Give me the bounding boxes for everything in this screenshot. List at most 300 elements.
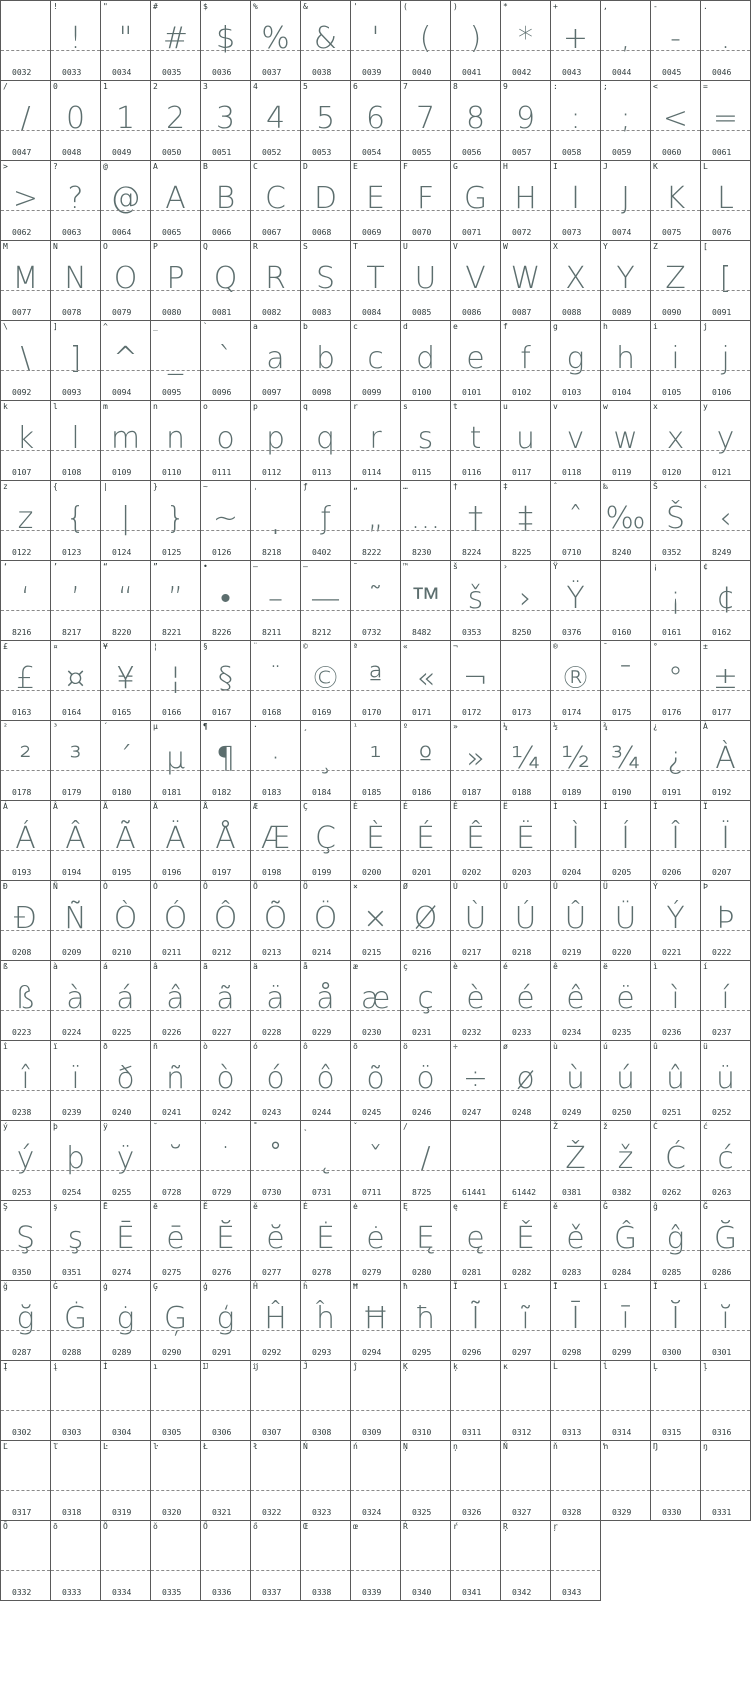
- glyph-cell: [450, 1120, 500, 1200]
- char-code-label: 8226: [212, 628, 232, 637]
- glyph-cell: [400, 880, 450, 960]
- char-code-label: 0089: [612, 308, 632, 317]
- char-code-label: 0081: [212, 308, 232, 317]
- glyph-small-label: L: [703, 162, 708, 171]
- glyph-cell: [0, 800, 50, 880]
- baseline-guide: [51, 610, 100, 611]
- glyph-small-label: õ: [353, 1042, 358, 1051]
- glyph-small-label: ÿ: [103, 1122, 108, 1131]
- glyph-sample: ": [118, 21, 133, 56]
- baseline-guide: [301, 450, 350, 451]
- glyph-small-label: ł: [253, 1442, 258, 1451]
- glyph-row: [0, 80, 751, 160]
- glyph-small-label: @: [103, 162, 108, 171]
- glyph-cell: [450, 1040, 500, 1120]
- baseline-guide: [101, 1330, 150, 1331]
- glyph-sample: h: [615, 341, 635, 376]
- glyph-small-label: \: [3, 322, 8, 331]
- glyph-sample: Ê: [466, 821, 485, 856]
- glyph-cell: [350, 640, 400, 720]
- glyph-sample: •: [220, 581, 231, 616]
- glyph-small-label: Ĥ: [253, 1282, 258, 1291]
- char-code-label: 0321: [212, 1508, 232, 1517]
- glyph-sample: ': [371, 21, 380, 56]
- baseline-guide: [551, 290, 600, 291]
- baseline-guide: [451, 1170, 500, 1171]
- glyph-cell: [350, 1360, 400, 1440]
- char-code-label: 0253: [12, 1188, 32, 1197]
- glyph-sample: y: [716, 421, 735, 456]
- baseline-guide: [101, 850, 150, 851]
- glyph-sample: ^: [112, 341, 139, 376]
- glyph-sample: ]: [69, 341, 82, 376]
- baseline-guide: [1, 610, 50, 611]
- glyph-sample: î: [21, 1061, 30, 1096]
- glyph-small-label: ä: [253, 962, 258, 971]
- glyph-small-label: z: [3, 482, 8, 491]
- glyph-cell: [600, 1360, 650, 1440]
- glyph-small-label: k: [3, 402, 8, 411]
- glyph-small-label: b: [303, 322, 308, 331]
- baseline-guide: [401, 1410, 450, 1411]
- baseline-guide: [201, 370, 250, 371]
- glyph-small-label: Ō: [3, 1522, 8, 1531]
- glyph-sample: ›: [519, 581, 532, 616]
- char-code-label: 0213: [262, 948, 282, 957]
- baseline-guide: [201, 530, 250, 531]
- baseline-guide: [451, 1010, 500, 1011]
- glyph-sample: ê: [566, 981, 585, 1016]
- glyph-cell: [700, 240, 751, 320]
- baseline-guide: [551, 1330, 600, 1331]
- glyph-small-label: ¹: [353, 722, 358, 731]
- glyph-cell: [450, 160, 500, 240]
- glyph-sample: ß: [15, 981, 36, 1016]
- glyph-cell: [550, 560, 600, 640]
- glyph-cell: [300, 1120, 350, 1200]
- glyph-sample: …: [410, 501, 441, 536]
- glyph-cell: [50, 640, 100, 720]
- glyph-small-label: W: [503, 242, 508, 251]
- char-code-label: 0247: [462, 1108, 482, 1117]
- glyph-cell: [450, 1360, 500, 1440]
- char-code-label: 8218: [262, 548, 282, 557]
- glyph-small-label: Z: [653, 242, 658, 251]
- char-code-label: 0083: [312, 308, 332, 317]
- glyph-small-label: Ï: [703, 802, 708, 811]
- glyph-small-label: 9: [503, 82, 508, 91]
- glyph-cell: [150, 640, 200, 720]
- char-code-label: 0291: [212, 1348, 232, 1357]
- glyph-sample: Ì: [571, 821, 580, 856]
- char-code-label: 0711: [362, 1188, 382, 1197]
- baseline-guide: [601, 850, 650, 851]
- glyph-cell: [500, 320, 550, 400]
- glyph-cell: [50, 1200, 100, 1280]
- glyph-small-label: §: [203, 642, 208, 651]
- glyph-cell: [0, 1040, 50, 1120]
- glyph-small-label: Ĕ: [203, 1202, 208, 1211]
- char-code-label: 0312: [512, 1428, 532, 1437]
- glyph-small-label: =: [703, 82, 708, 91]
- char-code-label: 0237: [712, 1028, 732, 1037]
- glyph-small-label: Ī: [553, 1282, 558, 1291]
- char-code-label: 0254: [62, 1188, 82, 1197]
- baseline-guide: [151, 1250, 200, 1251]
- baseline-guide: [401, 610, 450, 611]
- char-code-label: 0180: [112, 788, 132, 797]
- glyph-small-label: Ŋ: [653, 1442, 658, 1451]
- glyph-cell: [100, 400, 150, 480]
- char-code-label: 0339: [362, 1588, 382, 1597]
- glyph-cell: [550, 240, 600, 320]
- char-code-label: 0290: [162, 1348, 182, 1357]
- glyph-small-label: ˛: [303, 1122, 308, 1131]
- glyph-small-label: ń: [353, 1442, 358, 1451]
- glyph-small-label: h: [603, 322, 608, 331]
- glyph-small-label: ’: [53, 562, 58, 571]
- glyph-sample: ü: [715, 1061, 735, 1096]
- glyph-sample: f: [520, 341, 531, 376]
- glyph-cell: [200, 320, 250, 400]
- glyph-cell: [650, 1440, 700, 1521]
- glyph-small-label: Ŀ: [103, 1442, 108, 1451]
- baseline-guide: [201, 130, 250, 131]
- glyph-sample: «: [416, 661, 435, 696]
- baseline-guide: [601, 610, 650, 611]
- char-code-label: 0071: [462, 228, 482, 237]
- glyph-sample: [: [719, 261, 732, 296]
- char-code-label: 0091: [712, 308, 732, 317]
- glyph-sample: p: [265, 421, 286, 456]
- glyph-sample: ™: [410, 581, 441, 616]
- char-code-label: 0176: [662, 708, 682, 717]
- glyph-small-label: ”: [153, 562, 158, 571]
- glyph-small-label: J: [603, 162, 608, 171]
- glyph-small-label: (: [403, 2, 408, 11]
- baseline-guide: [701, 1490, 750, 1491]
- glyph-small-label: œ: [353, 1522, 358, 1531]
- glyph-small-label: ç: [403, 962, 408, 971]
- glyph-small-label: Ņ: [403, 1442, 408, 1451]
- glyph-cell: [350, 1200, 400, 1280]
- glyph-small-label: ;: [603, 82, 608, 91]
- char-code-label: 0069: [362, 228, 382, 237]
- char-code-label: 0207: [712, 868, 732, 877]
- baseline-guide: [501, 770, 550, 771]
- glyph-sample: ĩ: [521, 1301, 530, 1336]
- glyph-small-label: ¡: [653, 562, 658, 571]
- glyph-sample: Z: [665, 261, 686, 296]
- glyph-sample: À: [715, 741, 736, 776]
- char-code-label: 0094: [112, 388, 132, 397]
- baseline-guide: [551, 130, 600, 131]
- glyph-sample: £: [15, 661, 36, 696]
- char-code-label: 61441: [462, 1188, 487, 1197]
- glyph-small-label: †: [453, 482, 458, 491]
- glyph-small-label: s: [403, 402, 408, 411]
- glyph-cell: [550, 0, 600, 80]
- glyph-small-label: ™: [403, 562, 408, 571]
- char-code-label: 0710: [562, 548, 582, 557]
- glyph-sample: Q: [213, 261, 238, 296]
- glyph-sample: A: [165, 181, 186, 216]
- glyph-row: [0, 560, 751, 640]
- glyph-sample: 5: [315, 101, 336, 136]
- char-code-label: 0175: [612, 708, 632, 717]
- baseline-guide: [601, 290, 650, 291]
- char-code-label: 0227: [212, 1028, 232, 1037]
- glyph-small-label: *: [503, 2, 508, 11]
- char-code-label: 0199: [312, 868, 332, 877]
- glyph-small-label: Ŕ: [403, 1522, 408, 1531]
- char-code-label: 0188: [512, 788, 532, 797]
- glyph-small-label: ): [453, 2, 458, 11]
- char-code-label: 0194: [62, 868, 82, 877]
- glyph-cell: [250, 640, 300, 720]
- baseline-guide: [351, 210, 400, 211]
- glyph-sample: Š: [665, 501, 686, 536]
- glyph-cell: [500, 960, 550, 1040]
- glyph-cell: [550, 480, 600, 560]
- glyph-cell: [250, 560, 300, 640]
- glyph-cell: [400, 960, 450, 1040]
- baseline-guide: [1, 1490, 50, 1491]
- baseline-guide: [301, 50, 350, 51]
- glyph-cell: [0, 1360, 50, 1440]
- baseline-guide: [251, 130, 300, 131]
- glyph-cell: [600, 1280, 650, 1360]
- char-code-label: 0120: [662, 468, 682, 477]
- char-code-label: 0196: [162, 868, 182, 877]
- glyph-cell: [50, 240, 100, 320]
- glyph-small-label: Ĵ: [303, 1362, 308, 1371]
- glyph-sample: Ò: [113, 901, 138, 936]
- baseline-guide: [701, 610, 750, 611]
- glyph-small-label: ˚: [253, 1122, 258, 1131]
- glyph-sample: L: [717, 181, 734, 216]
- glyph-cell: [700, 1040, 751, 1120]
- glyph-row: [0, 640, 751, 720]
- baseline-guide: [601, 1090, 650, 1091]
- baseline-guide: [551, 770, 600, 771]
- baseline-guide: [401, 290, 450, 291]
- char-code-label: 0170: [362, 708, 382, 717]
- char-code-label: 0160: [612, 628, 632, 637]
- char-code-label: 0276: [212, 1268, 232, 1277]
- baseline-guide: [201, 50, 250, 51]
- glyph-cell: [350, 800, 400, 880]
- glyph-small-label: Ē: [103, 1202, 108, 1211]
- baseline-guide: [301, 1010, 350, 1011]
- glyph-cell: [600, 720, 650, 800]
- glyph-small-label: T: [353, 242, 358, 251]
- glyph-cell: [300, 400, 350, 480]
- baseline-guide: [551, 1170, 600, 1171]
- glyph-cell: [600, 800, 650, 880]
- glyph-cell: [550, 640, 600, 720]
- baseline-guide: [451, 610, 500, 611]
- glyph-small-label: Ŗ: [503, 1522, 508, 1531]
- baseline-guide: [51, 130, 100, 131]
- glyph-sample: ³: [69, 741, 82, 776]
- glyph-cell: [100, 1280, 150, 1360]
- char-code-label: 0073: [562, 228, 582, 237]
- glyph-sample: ‹: [719, 501, 732, 536]
- baseline-guide: [401, 690, 450, 691]
- baseline-guide: [51, 530, 100, 531]
- glyph-sample: ė: [366, 1221, 385, 1256]
- glyph-cell: [400, 640, 450, 720]
- glyph-sample: #: [162, 21, 189, 56]
- baseline-guide: [1, 1250, 50, 1251]
- glyph-cell: [200, 560, 250, 640]
- baseline-guide: [301, 1090, 350, 1091]
- glyph-row: [0, 400, 751, 480]
- glyph-small-label: ³: [53, 722, 58, 731]
- glyph-cell: [600, 0, 650, 80]
- baseline-guide: [651, 1410, 700, 1411]
- glyph-small-label: ŉ: [603, 1442, 608, 1451]
- glyph-small-label: Ê: [453, 802, 458, 811]
- baseline-guide: [501, 1570, 550, 1571]
- glyph-sample: ī: [621, 1301, 630, 1336]
- char-code-label: 0351: [62, 1268, 82, 1277]
- glyph-row: [0, 0, 751, 80]
- char-code-label: 0293: [312, 1348, 332, 1357]
- glyph-cell: [650, 160, 700, 240]
- baseline-guide: [1, 850, 50, 851]
- glyph-small-label: ĸ: [503, 1362, 508, 1371]
- glyph-small-label: ģ: [203, 1282, 208, 1291]
- glyph-cell: [0, 1120, 50, 1200]
- glyph-small-label: ˜: [353, 562, 358, 571]
- glyph-sample: }: [165, 501, 186, 536]
- baseline-guide: [201, 210, 250, 211]
- glyph-sample: M: [12, 261, 39, 296]
- char-code-label: 0219: [562, 948, 582, 957]
- glyph-small-label: —: [303, 562, 308, 571]
- baseline-guide: [1, 1330, 50, 1331]
- char-code-label: 0328: [562, 1508, 582, 1517]
- baseline-guide: [651, 1170, 700, 1171]
- glyph-cell: [400, 560, 450, 640]
- baseline-guide: [251, 850, 300, 851]
- baseline-guide: [701, 1010, 750, 1011]
- glyph-small-label: ğ: [3, 1282, 8, 1291]
- baseline-guide: [601, 1410, 650, 1411]
- baseline-guide: [701, 290, 750, 291]
- glyph-row: [0, 720, 751, 800]
- glyph-cell: [100, 720, 150, 800]
- glyph-row: [0, 880, 751, 960]
- glyph-sample: 7: [415, 101, 436, 136]
- glyph-sample: |: [120, 501, 131, 536]
- baseline-guide: [601, 370, 650, 371]
- baseline-guide: [701, 770, 750, 771]
- glyph-small-label: â: [153, 962, 158, 971]
- char-code-label: 0117: [512, 468, 532, 477]
- glyph-small-label: G: [453, 162, 458, 171]
- glyph-cell: [100, 80, 150, 160]
- glyph-small-label: £: [3, 642, 8, 651]
- char-code-label: 0203: [512, 868, 532, 877]
- glyph-small-label: ‘: [3, 562, 8, 571]
- glyph-cell: [650, 1040, 700, 1120]
- char-code-label: 0096: [212, 388, 232, 397]
- glyph-sample: l: [71, 421, 80, 456]
- glyph-cell: [350, 1120, 400, 1200]
- glyph-small-label: ı: [153, 1362, 158, 1371]
- char-code-label: 0181: [162, 788, 182, 797]
- char-code-label: 0187: [462, 788, 482, 797]
- glyph-small-label: Ý: [653, 882, 658, 891]
- glyph-sample: ĭ: [721, 1301, 730, 1336]
- baseline-guide: [101, 130, 150, 131]
- baseline-guide: [51, 1090, 100, 1091]
- baseline-guide: [301, 1490, 350, 1491]
- char-code-label: 0192: [712, 788, 732, 797]
- glyph-cell: [350, 240, 400, 320]
- glyph-sample: ô: [316, 1061, 335, 1096]
- char-code-label: 0039: [362, 68, 382, 77]
- glyph-cell: [100, 480, 150, 560]
- glyph-cell: [300, 1200, 350, 1280]
- glyph-cell: [250, 1120, 300, 1200]
- char-code-label: 0064: [112, 228, 132, 237]
- baseline-guide: [201, 1490, 250, 1491]
- baseline-guide: [351, 50, 400, 51]
- glyph-cell: [350, 1520, 400, 1601]
- glyph-small-label: µ: [153, 722, 158, 731]
- glyph-sample: Å: [215, 821, 236, 856]
- glyph-small-label: P: [153, 242, 158, 251]
- char-code-label: 0206: [662, 868, 682, 877]
- glyph-cell: [100, 320, 150, 400]
- glyph-small-label: ĵ: [353, 1362, 358, 1371]
- baseline-guide: [101, 610, 150, 611]
- baseline-guide: [401, 930, 450, 931]
- char-code-label: 0108: [62, 468, 82, 477]
- glyph-cell: [300, 160, 350, 240]
- char-code-label: 0288: [62, 1348, 82, 1357]
- char-code-label: 0104: [612, 388, 632, 397]
- glyph-sample: R: [265, 261, 286, 296]
- char-code-label: 0165: [112, 708, 132, 717]
- glyph-sample: G: [463, 181, 488, 216]
- glyph-cell: [400, 80, 450, 160]
- glyph-small-label: –: [253, 562, 258, 571]
- glyph-small-label: 1: [103, 82, 108, 91]
- glyph-cell: [100, 1040, 150, 1120]
- char-code-label: 8220: [112, 628, 132, 637]
- glyph-cell: [550, 1120, 600, 1200]
- glyph-sample: Á: [15, 821, 36, 856]
- baseline-guide: [1, 290, 50, 291]
- glyph-cell: [150, 160, 200, 240]
- glyph-small-label: ½: [553, 722, 558, 731]
- char-code-label: 0093: [62, 388, 82, 397]
- glyph-cell: [450, 240, 500, 320]
- baseline-guide: [51, 1570, 100, 1571]
- glyph-sample: z: [17, 501, 34, 536]
- baseline-guide: [51, 1250, 100, 1251]
- char-code-label: 0214: [312, 948, 332, 957]
- glyph-sample: Ý: [666, 901, 685, 936]
- baseline-guide: [251, 210, 300, 211]
- glyph-small-label: t: [453, 402, 458, 411]
- glyph-small-label: ¾: [603, 722, 608, 731]
